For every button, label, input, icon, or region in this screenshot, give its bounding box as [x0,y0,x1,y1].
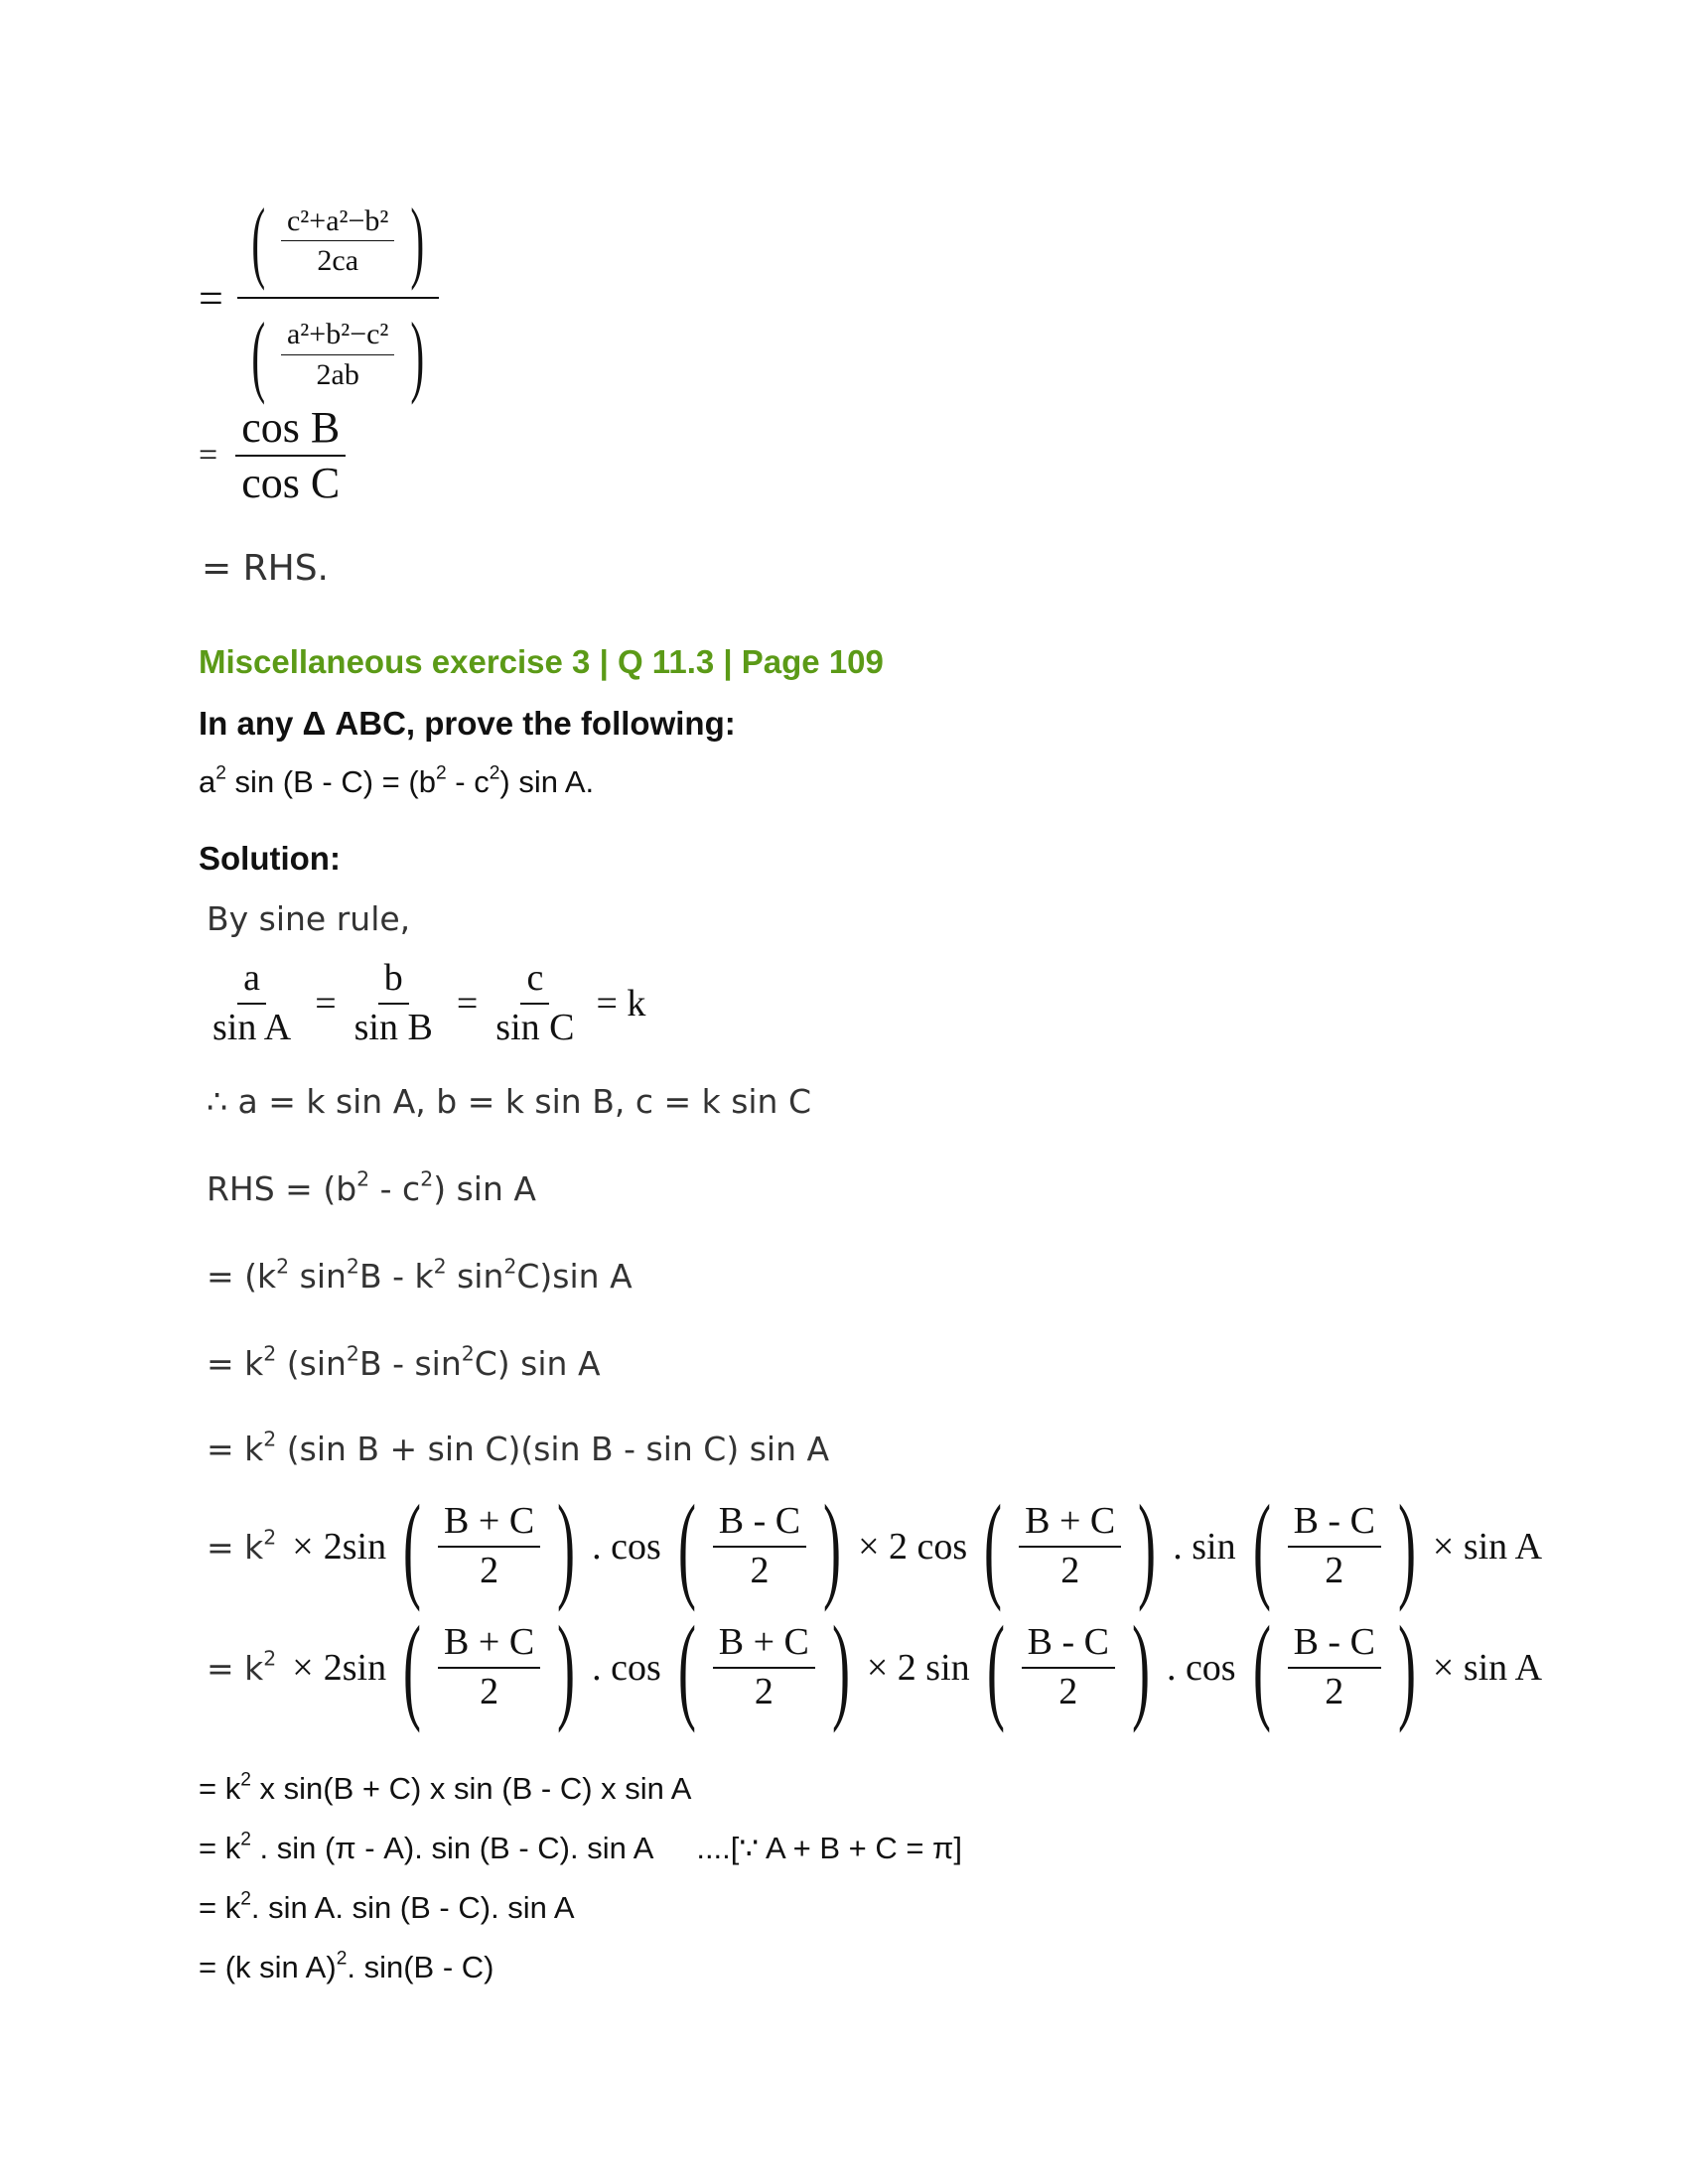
step-line-2: = ($k^2$ $\sin^2B - k^2$ $\sin^2C)\sin$ A [207,1254,633,1296]
solution-label: Solution: [199,840,341,877]
sine-rule-text: By sine rule, [207,899,411,938]
cosC-fraction [281,319,394,390]
equals-sign: = [199,437,218,475]
cos-ratio-fraction [235,405,346,506]
product-expansion-2: = $k^2$ × 2sin ( $\frac{B + C}{2}$ ) . cos ( $\frac{B + C}{2}$ ) × 2 sin ( $\frac{B - C}{2}$ ) . cos ( $\frac{B - C}{2}$ ) × sin A [207,1601,1543,1733]
cos-c: cos C [241,459,341,508]
rhs-line: RHS = $(b^2 - c^2)$ sin A [207,1166,536,1208]
question-heading: Miscellaneous exercise 3 | Q 11.3 | Page 109 [199,643,884,680]
step-line-5: = $k^2$ x sin(B + C) x sin (B - C) x sin A [199,1769,692,1806]
rhs-conclusion: = RHS. [202,548,329,589]
compound-numerator: ( $\frac{\text{c²+a²−b²}}{2ca}$ ) [237,193,439,299]
product-expansion-1: = $k^2$ × 2sin ( $\frac{B + C}{2}$ ) . cos ( $\frac{B - C}{2}$ ) × 2 cos ( $\frac{B + C}{2}$ ) . sin ( $\frac{B - C}{2}$ ) × sin A [207,1480,1543,1612]
step-line-4: = $k^2$ (sin B + sin C)(sin B - sin C) sin A [207,1427,830,1468]
identity-note: ....[∵ A + B + C = π] [696,1831,963,1865]
ratio-a: $\frac{a}{\text{sin A}}$ [212,957,292,1048]
frac-numerator: c²+a²−b² [281,205,394,242]
step-line-6: = $k^2$ . sin (π - A). sin (B - C). sin A ....[∵ A + B + C = π] [199,1829,963,1865]
question-prompt: In any Δ ABC, prove the following: [199,705,736,742]
step-line-8: = (k sin A)$^2$. sin(B - C) [199,1948,494,1984]
cos-ratio-line [199,405,346,506]
equals-sign: = [199,273,223,323]
cosB-fraction [281,205,394,277]
therefore-line: ∴ a = k sin A, b = k sin B, c = k sin C [207,1082,812,1121]
cos-b: cos B [235,405,346,457]
compound-denominator: ( $\frac{\text{a²+b²−c²}}{2ab}$ ) [251,304,425,405]
compound-fraction [237,190,439,405]
step-line-7: = $k^2$. sin A. sin (B - C). sin A [199,1888,575,1925]
ratio-c: $\frac{c}{\text{sin C}}$ [495,957,575,1048]
sine-rule-equation: $\frac{a}{\text{sin A}}$ = $\frac{b}{\text{sin B}}$ = $\frac{c}{\text{sin C}}$ = k [207,959,651,1048]
frac-denominator: 2ca [317,244,359,278]
step-line-3: = $k^2$ $(\sin^2B - \sin^2C)$ sin A [207,1341,601,1383]
frac-numerator: a²+b²−c² [281,319,394,355]
compound-fraction-block [199,190,439,405]
frac-denominator: 2ab [316,357,359,391]
ratio-b: $\frac{b}{\text{sin B}}$ [353,957,433,1048]
question-statement: $a^2$ $\sin (B - C) = (b^2 - c^2)$ sin A. [199,762,595,799]
